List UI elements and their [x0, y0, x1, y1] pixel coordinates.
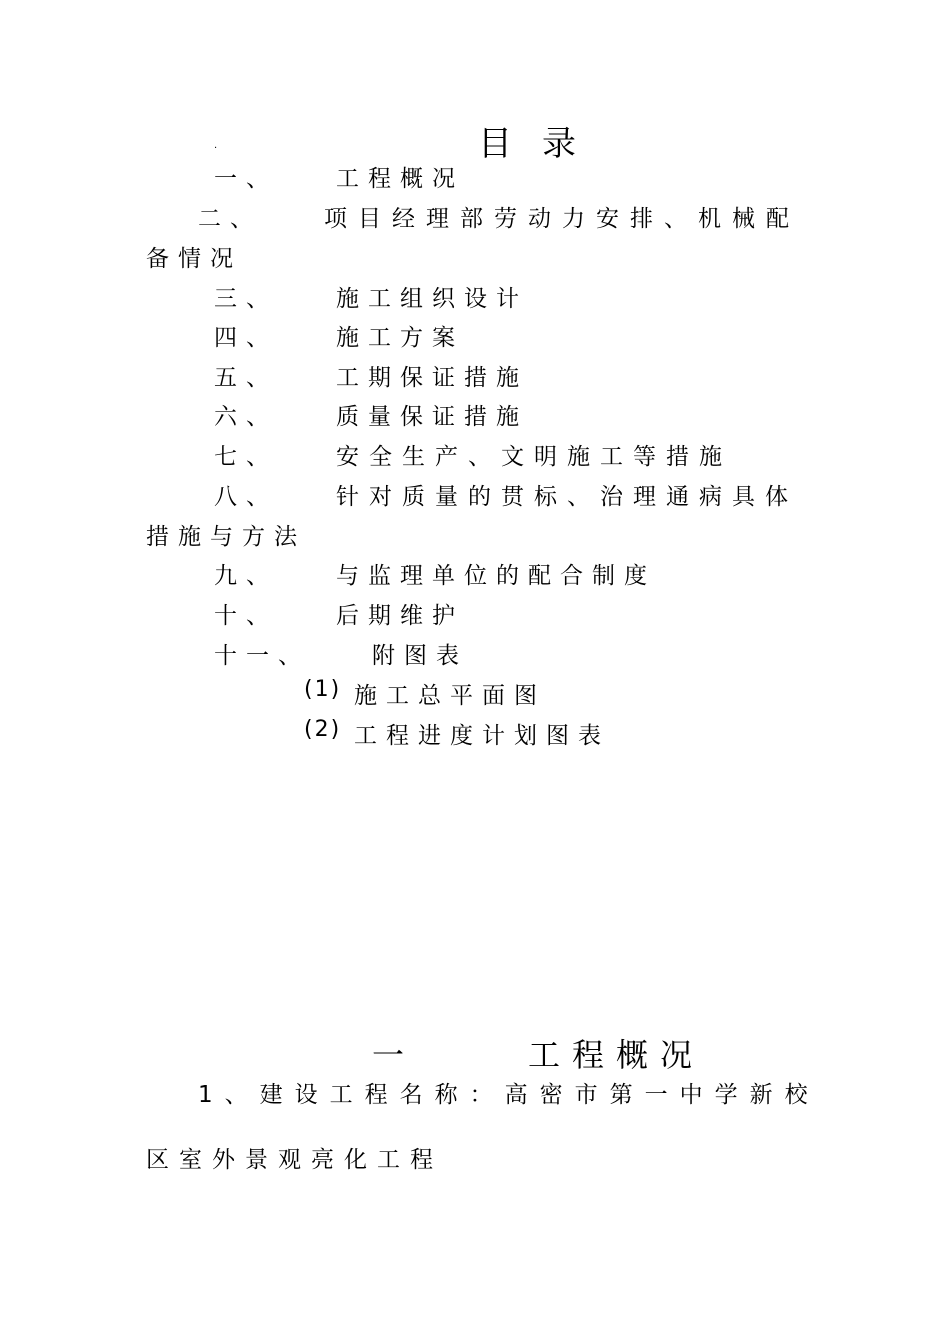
toc-item-11-number: 十一、 [214, 643, 310, 669]
toc-subitem-2-number: (2) [304, 717, 342, 742]
toc-subitem-1-text: 施工总平面图 [354, 683, 546, 709]
toc-item-2-text: 项目经理部劳动力安排、机械配 [324, 206, 800, 232]
toc-item-9-number: 九、 [214, 563, 278, 589]
section-1-number: 一 [372, 1036, 417, 1074]
toc-item-10-text: 后期维护 [336, 603, 464, 629]
toc-item-5-text: 工期保证措施 [336, 365, 528, 391]
toc-item-8-text: 针对质量的贯标、治理通病具体 [336, 484, 798, 510]
toc-item-6-number: 六、 [214, 404, 278, 430]
toc-item-1-text: 工程概况 [336, 166, 464, 192]
toc-item-2-number: 二、 [198, 206, 262, 232]
toc-item-11-text: 附图表 [372, 643, 468, 669]
section-1-title: 工程概况 [528, 1036, 705, 1074]
toc-item-10-number: 十、 [214, 603, 278, 629]
toc-subitem-1-number: (1) [304, 677, 342, 702]
toc-item-8-continuation: 措施与方法 [146, 524, 306, 550]
toc-item-3-number: 三、 [214, 286, 278, 312]
toc-item-7-text: 安全生产、文明施工等措施 [336, 444, 732, 470]
toc-item-8-number: 八、 [214, 484, 278, 510]
toc-item-1-number: 一、 [214, 166, 278, 192]
toc-item-7-number: 七、 [214, 444, 278, 470]
project-name-continuation: 区室外景观亮化工程 [146, 1147, 443, 1173]
toc-item-5-number: 五、 [214, 365, 278, 391]
toc-item-9-text: 与监理单位的配合制度 [336, 563, 656, 589]
project-name-line: 1、建设工程名称：高密市第一中学新校 [198, 1082, 820, 1108]
toc-title: 目录 [478, 124, 606, 164]
toc-item-4-number: 四、 [214, 325, 278, 351]
toc-item-3-text: 施工组织设计 [336, 286, 528, 312]
marker-dot: . [214, 140, 218, 151]
toc-item-4-text: 施工方案 [336, 325, 464, 351]
toc-item-2-continuation: 备情况 [146, 246, 242, 272]
toc-item-6-text: 质量保证措施 [336, 404, 528, 430]
toc-subitem-2-text: 工程进度计划图表 [354, 723, 610, 749]
